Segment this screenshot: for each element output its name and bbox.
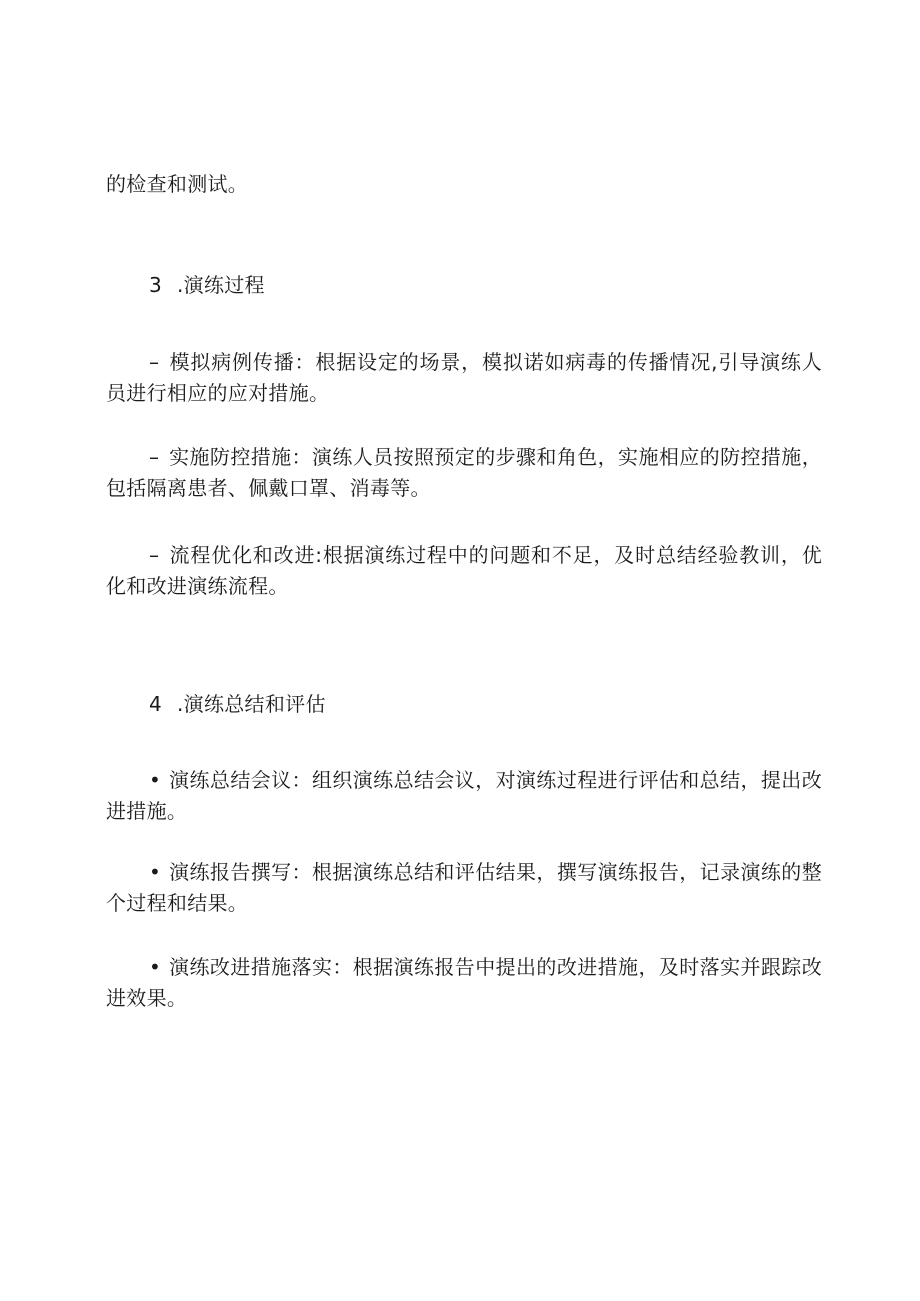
section-title: .演练总结和评估	[177, 692, 326, 716]
section-number: 4	[149, 692, 163, 716]
item-text: 演练报告撰写：根据演练总结和评估结果，撰写演练报告，记录演练的整个过程和结果。	[106, 860, 822, 915]
item-text: 实施防控措施：演练人员按照预定的步骤和角色，实施相应的防控措施，包括隔离患者、佩戴口罩、消毒等。	[106, 445, 822, 500]
section-title: .演练过程	[177, 273, 265, 297]
continuation-paragraph	[106, 169, 822, 200]
dash-marker: –	[149, 445, 160, 469]
item-text: 演练改进措施落实：根据演练报告中提出的改进措施，及时落实并跟踪改进效果。	[106, 955, 822, 1010]
item-text: 演练总结会议：组织演练总结会议，对演练过程进行评估和总结，提出改进措施。	[106, 768, 822, 823]
section-number: 3	[149, 273, 163, 297]
dash-marker: –	[149, 543, 160, 567]
dash-marker: –	[149, 350, 160, 374]
bullet-marker: •	[149, 768, 162, 792]
section-4-item-2	[106, 857, 822, 919]
bullet-marker: •	[149, 955, 162, 979]
section-4-item-3	[106, 952, 822, 1014]
section-3-item-3	[106, 540, 822, 602]
section-3-item-1	[106, 347, 822, 409]
paragraph-text: 的检查和测试。	[106, 172, 249, 196]
section-3-heading	[106, 270, 822, 301]
item-text: 流程优化和改进:根据演练过程中的问题和不足，及时总结经验教训，优化和改进演练流程。	[106, 543, 822, 598]
section-3-item-2	[106, 442, 822, 504]
section-4-item-1	[106, 765, 822, 827]
bullet-marker: •	[149, 860, 162, 884]
item-text: 模拟病例传播：根据设定的场景，模拟诺如病毒的传播情况,引导演练人员进行相应的应对措施。	[106, 350, 822, 405]
section-4-heading	[106, 689, 822, 720]
